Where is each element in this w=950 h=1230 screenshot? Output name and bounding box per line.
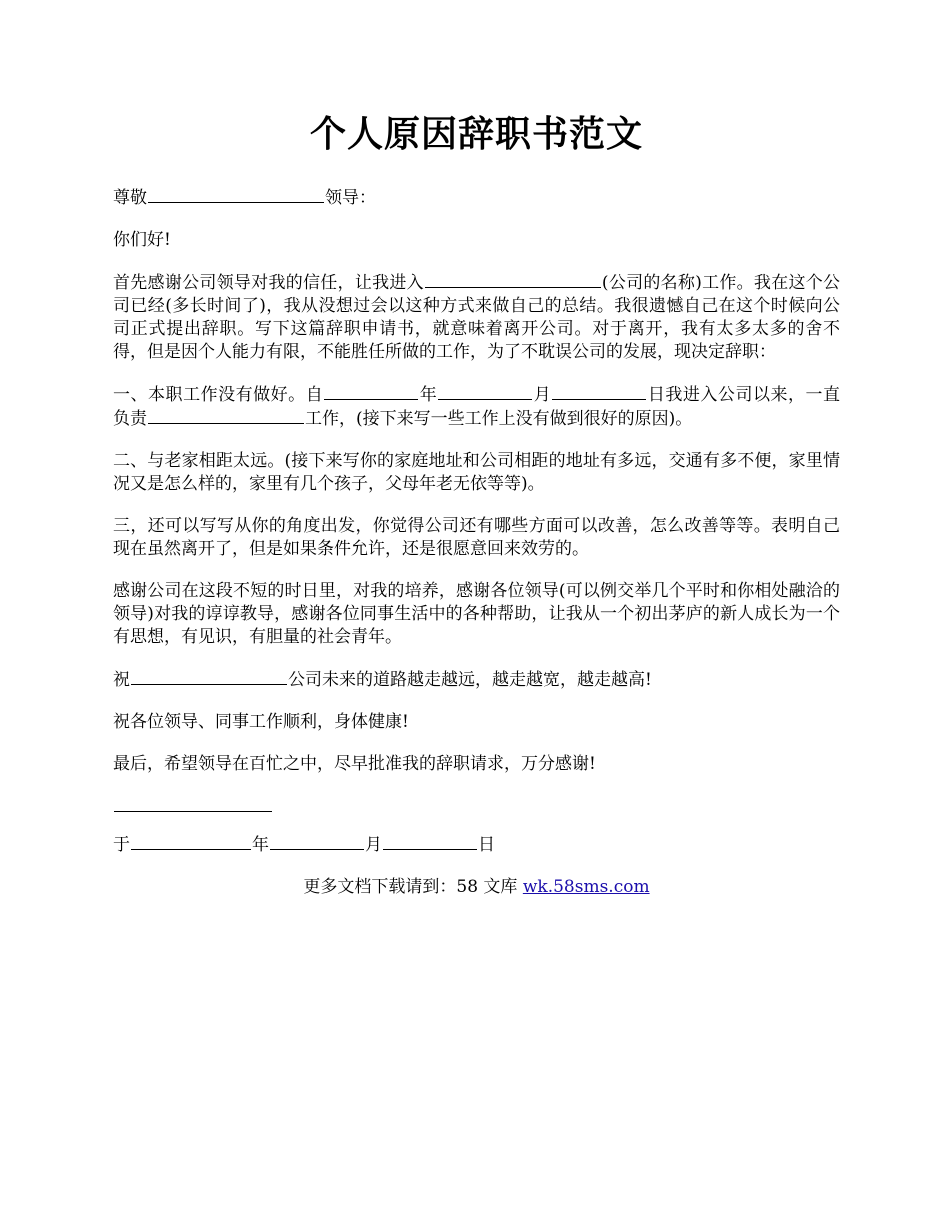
wish-prefix: 祝 xyxy=(113,670,130,690)
date-day: 日 xyxy=(478,835,495,855)
salutation-prefix: 尊敬 xyxy=(113,188,147,208)
intro-part2: (公司的名称)工作。我在这个公司已经(多长时间了)，我从没想过会以这种方式来做自己的总结。我很遗憾自己在这个时候向公司正式提出辞职。写下这篇辞职申请书，就意味着离开公司。对于离开，我有太多太多的舍不得，但是因个人能力有限，不能胜任所做的工作，为了不耽误公司的发展，现决定辞职： xyxy=(113,273,841,362)
page-title: 个人原因辞职书范文 xyxy=(309,113,643,155)
document-page xyxy=(113,108,840,899)
greeting: 你们好! xyxy=(113,230,171,250)
date-prefix: 于 xyxy=(113,835,130,855)
date-year: 年 xyxy=(252,835,269,855)
footer xyxy=(113,876,840,899)
blank-recipient xyxy=(148,186,324,203)
footer-link[interactable]: wk.58sms.com xyxy=(522,877,650,897)
blank-date-year xyxy=(131,833,251,850)
reason-one-paragraph xyxy=(113,383,840,431)
footer-text: 更多文档下载请到：58 文库 xyxy=(303,877,523,897)
intro-paragraph xyxy=(113,271,840,364)
signature-line xyxy=(113,795,840,818)
wish-colleagues-paragraph: 祝各位领导、同事工作顺利，身体健康! xyxy=(113,712,409,732)
reason1-year: 年 xyxy=(419,385,438,405)
closing-paragraph: 最后，希望领导在百忙之中，尽早批准我的辞职请求，万分感谢! xyxy=(113,754,596,774)
blank-date-day xyxy=(383,833,477,850)
salutation-suffix: 领导： xyxy=(325,188,376,208)
blank-day xyxy=(552,383,646,400)
blank-year xyxy=(324,383,418,400)
blank-job-duty xyxy=(148,407,304,424)
reason1-part3: 工作，(接下来写一些工作上没有做到很好的原因)。 xyxy=(305,409,693,429)
blank-date-month xyxy=(270,833,364,850)
blank-company xyxy=(131,668,287,685)
wish-company-paragraph xyxy=(113,668,840,692)
intro-part1: 首先感谢公司领导对我的信任，让我进入 xyxy=(113,273,424,293)
blank-signature xyxy=(114,795,272,812)
reason-three-paragraph: 三，还可以写写从你的角度出发，你觉得公司还有哪些方面可以改善，怎么改善等等。表明自己现在虽然离开了，但是如果条件允许，还是很愿意回来效劳的。 xyxy=(113,516,840,559)
blank-company-name xyxy=(425,271,601,288)
date-month: 月 xyxy=(365,835,382,855)
reason1-month: 月 xyxy=(533,385,552,405)
salutation xyxy=(113,186,840,210)
date-line xyxy=(113,833,840,857)
blank-month xyxy=(438,383,532,400)
reason1-part1: 一、本职工作没有做好。自 xyxy=(113,385,324,405)
reason-two-paragraph: 二、与老家相距太远。(接下来写你的家庭地址和公司相距的地址有多远，交通有多不便，家里情况又是怎么样的，家里有几个孩子，父母年老无依等等)。 xyxy=(113,451,840,494)
wish-suffix: 公司未来的道路越走越远，越走越宽，越走越高! xyxy=(288,670,652,690)
thanks-paragraph: 感谢公司在这段不短的时日里，对我的培养，感谢各位领导(可以例交举几个平时和你相处融洽的领导)对我的谆谆教导，感谢各位同事生活中的各种帮助，让我从一个初出茅庐的新人成长为一个有思想，有见识，有胆量的社会青年。 xyxy=(113,581,840,647)
reason1-part2: 日我进入公司以来，一直负责 xyxy=(113,385,841,429)
